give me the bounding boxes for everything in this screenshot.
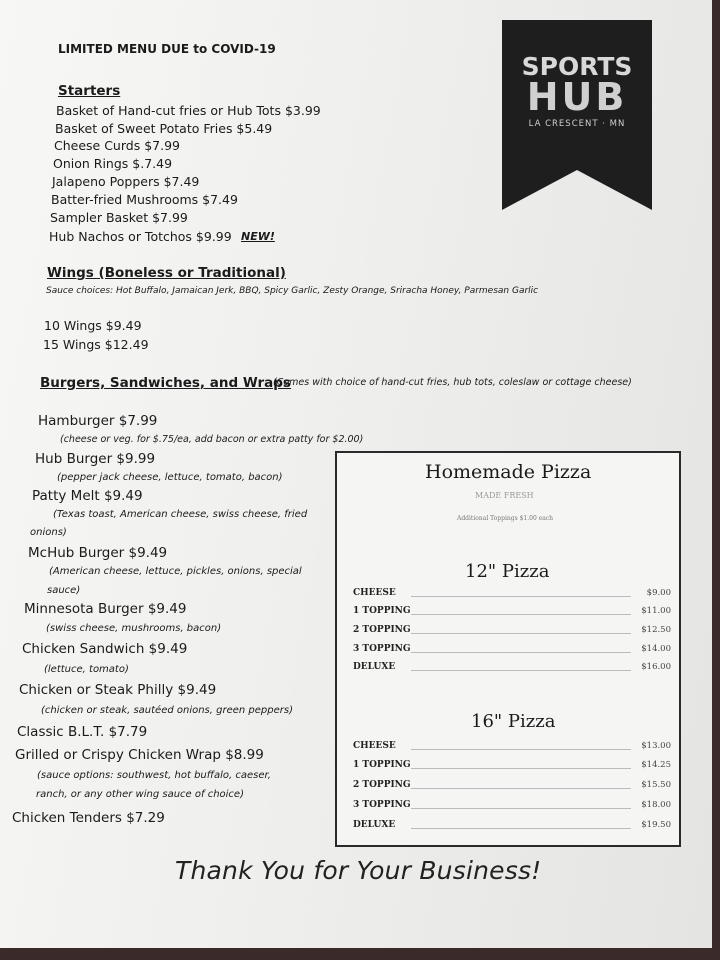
burgers-heading: Burgers, Sandwiches, and Wraps xyxy=(40,375,291,391)
starter-item: Basket of Sweet Potato Fries $5.49 xyxy=(55,121,273,136)
starter-item: Basket of Hand-cut fries or Hub Tots $3.99 xyxy=(56,103,321,118)
burger-desc: (sauce options: southwest, hot buffalo, caeser, xyxy=(37,770,271,781)
logo-line1: SPORTS xyxy=(521,52,633,81)
starter-item: Jalapeno Poppers $7.49 xyxy=(52,174,200,189)
burger-desc: (swiss cheese, mushrooms, bacon) xyxy=(46,623,222,634)
pizza-row-name: CHEESE xyxy=(353,741,396,751)
burger-desc: (pepper jack cheese, lettuce, tomato, bacon) xyxy=(57,472,283,483)
pizza-size-label: 16" Pizza xyxy=(471,711,556,732)
starter-item: Hub Nachos or Totchos $9.99 xyxy=(49,229,232,244)
pizza-row-price: $16.00 xyxy=(641,662,671,672)
covid-notice: LIMITED MENU DUE to COVID-19 xyxy=(58,42,276,56)
pizza-row-name: 2 TOPPING xyxy=(353,625,411,635)
sports-hub-logo xyxy=(502,20,652,230)
new-tag: NEW! xyxy=(241,230,275,243)
pizza-row xyxy=(353,588,671,602)
starter-item: Batter-fried Mushrooms $7.49 xyxy=(51,192,238,207)
pizza-box xyxy=(335,451,681,847)
pizza-row xyxy=(353,625,671,639)
burger-desc: (cheese or veg. for $.75/ea, add bacon or extra patty for $2.00) xyxy=(60,434,364,445)
burger-item: Hub Burger $9.99 xyxy=(35,451,156,467)
pizza-row-price: $11.00 xyxy=(641,606,671,616)
pizza-title: Homemade Pizza xyxy=(425,461,592,483)
pizza-row xyxy=(353,662,671,676)
thank-you-message: Thank You for Your Business! xyxy=(175,856,542,885)
pizza-row-price: $15.50 xyxy=(641,780,671,790)
pizza-toppings-note: Additional Toppings $1.00 each xyxy=(457,515,554,522)
wings-heading: Wings (Boneless or Traditional) xyxy=(47,265,286,281)
starters-heading: Starters xyxy=(58,83,121,99)
burger-item: Classic B.L.T. $7.79 xyxy=(17,724,148,740)
pizza-subtitle: MADE FRESH xyxy=(475,491,534,500)
starter-item: Cheese Curds $7.99 xyxy=(54,138,180,153)
pizza-row-name: 3 TOPPING xyxy=(353,800,411,810)
pizza-row xyxy=(353,820,671,834)
pizza-row-name: 2 TOPPING xyxy=(353,780,411,790)
starter-item: Sampler Basket $7.99 xyxy=(50,210,188,225)
pizza-row xyxy=(353,800,671,814)
wing-item: 15 Wings $12.49 xyxy=(43,337,149,352)
burger-item: Grilled or Crispy Chicken Wrap $8.99 xyxy=(15,747,264,763)
burger-desc: onions) xyxy=(30,527,67,538)
pizza-row xyxy=(353,644,671,658)
burger-item: Hamburger $7.99 xyxy=(38,413,158,429)
burger-desc: ranch, or any other wing sauce of choice) xyxy=(36,789,244,800)
starter-item: Onion Rings $.7.49 xyxy=(53,156,173,171)
pizza-row-price: $9.00 xyxy=(646,588,671,598)
burger-desc: sauce) xyxy=(47,585,81,596)
pizza-row-price: $14.25 xyxy=(641,760,671,770)
pizza-row-price: $19.50 xyxy=(641,820,671,830)
wing-item: 10 Wings $9.49 xyxy=(44,318,142,333)
wing-sauces: Sauce choices: Hot Buffalo, Jamaican Jerk, BBQ, Spicy Garlic, Zesty Orange, Sriracha Honey, Parmesan Garlic xyxy=(46,286,539,296)
pizza-row-name: 3 TOPPING xyxy=(353,644,411,654)
burgers-note: (Comes with choice of hand-cut fries, hub tots, coleslaw or cottage cheese) xyxy=(273,377,632,388)
logo-line2: HUB xyxy=(526,75,628,119)
burger-item: Patty Melt $9.49 xyxy=(32,488,143,504)
burger-item: McHub Burger $9.49 xyxy=(28,545,168,561)
burger-desc: (American cheese, lettuce, pickles, onions, special xyxy=(49,566,302,577)
burger-item: Minnesota Burger $9.49 xyxy=(24,601,187,617)
burger-item: Chicken or Steak Philly $9.49 xyxy=(19,682,217,698)
pizza-row-name: CHEESE xyxy=(353,588,396,598)
pizza-row-name: DELUXE xyxy=(353,820,396,830)
burger-desc: (chicken or steak, sautéed onions, green peppers) xyxy=(41,705,293,716)
pizza-row xyxy=(353,741,671,755)
pizza-row-name: 1 TOPPING xyxy=(353,606,411,616)
pizza-size-label: 12" Pizza xyxy=(465,561,550,582)
pizza-row-price: $12.50 xyxy=(641,625,671,635)
logo-line3: LA CRESCENT · MN xyxy=(528,119,626,129)
pizza-row-name: DELUXE xyxy=(353,662,396,672)
pizza-row-price: $14.00 xyxy=(641,644,671,654)
burger-item: Chicken Tenders $7.29 xyxy=(12,810,165,826)
pizza-row xyxy=(353,780,671,794)
pizza-row-price: $18.00 xyxy=(641,800,671,810)
burger-desc: (Texas toast, American cheese, swiss cheese, fried xyxy=(53,509,308,520)
burger-desc: (lettuce, tomato) xyxy=(44,664,129,675)
pizza-row-price: $13.00 xyxy=(641,741,671,751)
pizza-row xyxy=(353,760,671,774)
pizza-row-name: 1 TOPPING xyxy=(353,760,411,770)
pizza-row xyxy=(353,606,671,620)
burger-item: Chicken Sandwich $9.49 xyxy=(22,641,188,657)
